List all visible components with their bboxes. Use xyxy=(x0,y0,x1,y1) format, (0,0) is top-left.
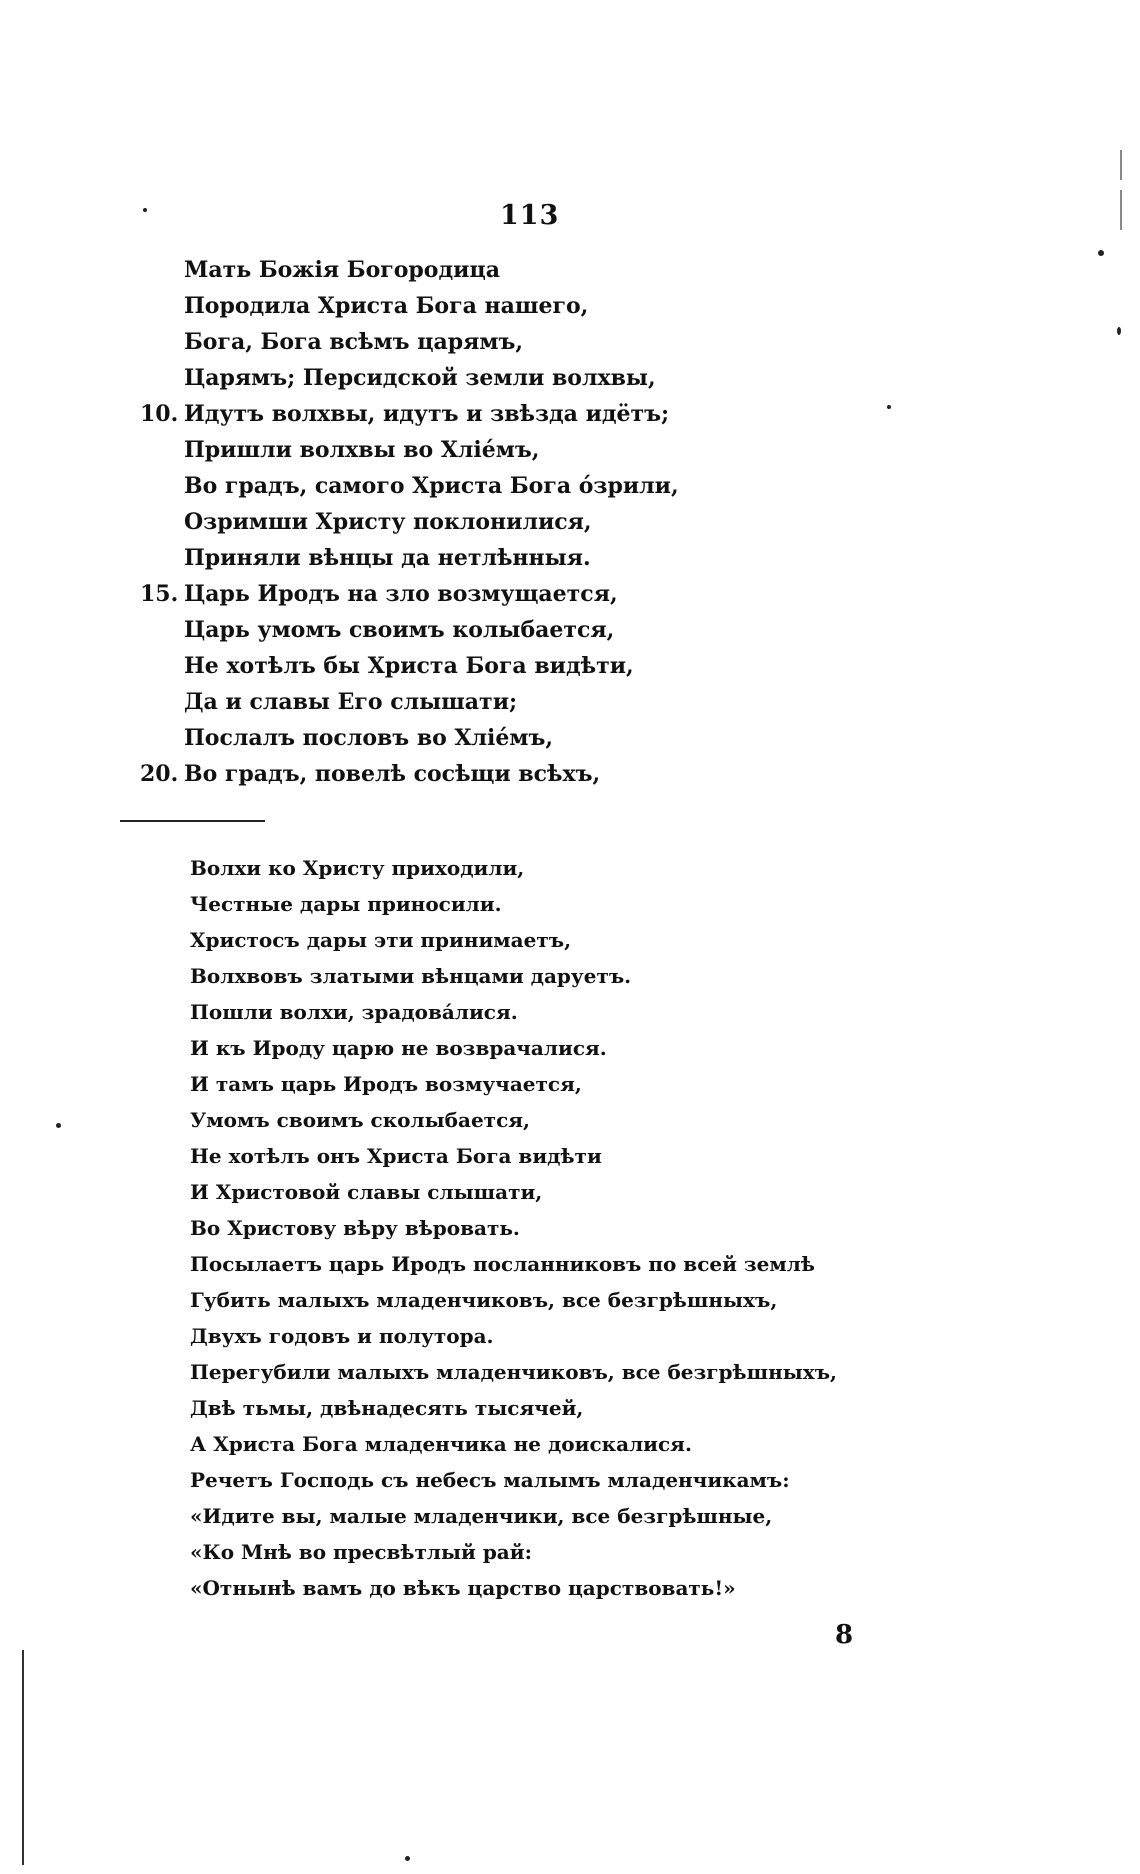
verse-text: Мать Божія Богородица xyxy=(184,257,500,283)
verse-text: Послалъ пословъ во Хліе́мъ, xyxy=(184,725,554,751)
verse-text: Во Христову вѣру вѣровать. xyxy=(190,1216,520,1240)
scan-speck xyxy=(143,208,147,212)
verse-text: Губить малыхъ младенчиковъ, все безгрѣшныхъ, xyxy=(190,1288,778,1312)
verse-text: Приняли вѣнцы да нетлѣнныя. xyxy=(184,545,591,571)
verse-text: А Христа Бога младенчика не доискалися. xyxy=(190,1432,692,1456)
verse-text: «Отнынѣ вамъ до вѣкъ царство царствовать!» xyxy=(190,1576,736,1600)
verse-text: Перегубили малыхъ младенчиковъ, все безгрѣшныхъ, xyxy=(190,1360,838,1384)
verse-text: «Идите вы, малые младенчики, все безгрѣшные, xyxy=(190,1504,773,1528)
verse-text: Умомъ своимъ сколыбается, xyxy=(190,1108,530,1132)
verse-text: Честные дары приносили. xyxy=(190,892,502,916)
verse-text: Царямъ; Персидской земли волхвы, xyxy=(184,365,656,391)
scan-edge-line xyxy=(22,1650,24,1865)
line-number: 10. xyxy=(140,401,179,427)
verse-text: Да и славы Его слышати; xyxy=(184,689,518,715)
verse-text: И тамъ царь Иродъ возмучается, xyxy=(190,1072,582,1096)
scan-speck xyxy=(887,405,891,409)
verse-text: И къ Ироду царю не возврачалися. xyxy=(190,1036,607,1060)
verse-text: И Христовой славы слышати, xyxy=(190,1180,543,1204)
verse-text: Речетъ Господь съ небесъ малымъ младенчикамъ: xyxy=(190,1468,790,1492)
signature-mark: 8 xyxy=(835,1620,854,1650)
line-number: 20. xyxy=(140,761,179,787)
verse-text: Породила Христа Бога нашего, xyxy=(184,293,589,319)
footnote-divider xyxy=(120,820,265,822)
verse-text: Волхи ко Христу приходили, xyxy=(190,856,525,880)
scan-speck xyxy=(56,1123,61,1128)
scan-edge-mark xyxy=(1120,190,1122,230)
verse-text: Царь Иродъ на зло возмущается, xyxy=(184,581,618,607)
verse-text: Двѣ тьмы, двѣнадесять тысячей, xyxy=(190,1396,584,1420)
line-number: 15. xyxy=(140,581,179,607)
scan-speck xyxy=(1117,327,1121,335)
scan-speck xyxy=(1098,250,1104,256)
verse-text: Пошли волхи, зрадова́лися. xyxy=(190,1000,518,1024)
verse-text: Пришли волхвы во Хліе́мъ, xyxy=(184,437,540,463)
verse-text: Идутъ волхвы, идутъ и звѣзда идётъ; xyxy=(184,401,670,427)
verse-text: Посылаетъ царь Иродъ посланниковъ по всей землѣ xyxy=(190,1252,815,1276)
verse-text: Озримши Христу поклонилися, xyxy=(184,509,592,535)
verse-text: Не хотѣлъ онъ Христа Бога видѣти xyxy=(190,1144,602,1168)
verse-text: Христосъ дары эти принимаетъ, xyxy=(190,928,572,952)
verse-text: Волхвовъ златыми вѣнцами даруетъ. xyxy=(190,964,632,988)
verse-text: Не хотѣлъ бы Христа Бога видѣти, xyxy=(184,653,634,679)
verse-text: Царь умомъ своимъ колыбается, xyxy=(184,617,615,643)
verse-text: «Ко Мнѣ во пресвѣтлый рай: xyxy=(190,1540,532,1564)
verse-text: Во градъ, самого Христа Бога о́зрили, xyxy=(184,473,679,499)
verse-text: Бога, Бога всѣмъ царямъ, xyxy=(184,329,523,355)
scan-speck xyxy=(405,1856,410,1861)
verse-text: Двухъ годовъ и полутора. xyxy=(190,1324,494,1348)
page-number: 113 xyxy=(500,200,560,231)
scan-edge-mark xyxy=(1120,150,1122,180)
verse-text: Во градъ, повелѣ сосѣщи всѣхъ, xyxy=(184,761,601,787)
